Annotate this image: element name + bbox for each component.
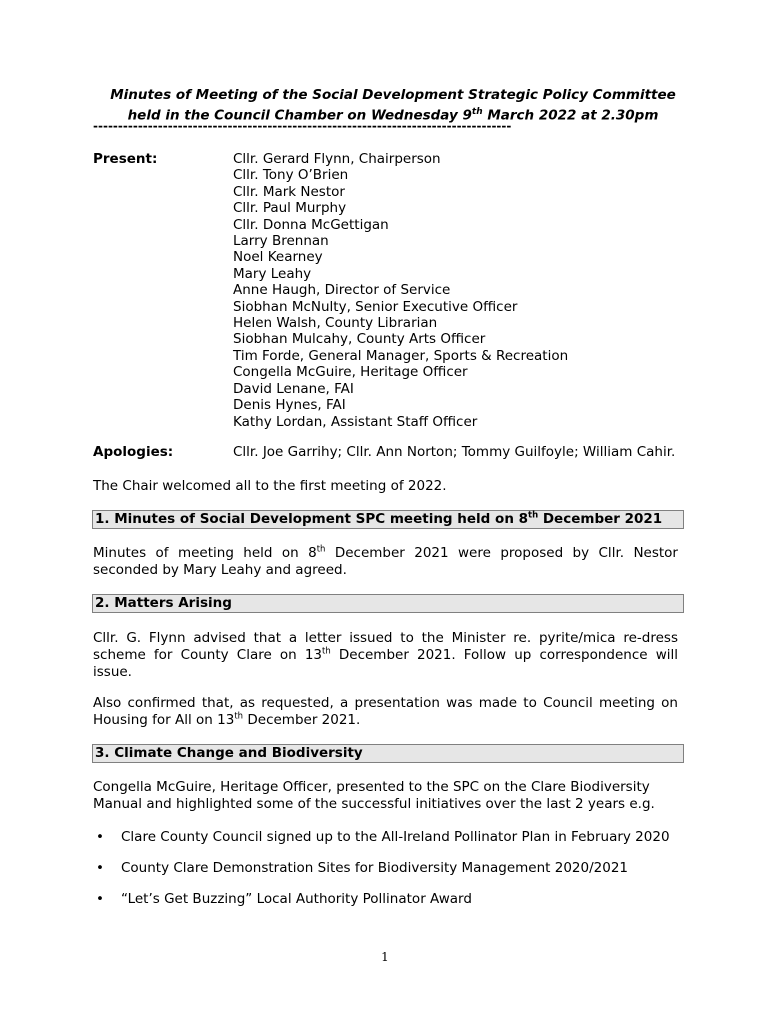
attendee: David Lenane, FAI (233, 380, 354, 397)
present-label: Present: (93, 151, 158, 167)
apologies-label: Apologies: (93, 444, 174, 460)
climate-intro: Congella McGuire, Heritage Officer, presented to the SPC on the Clare Biodiversity Manual and highlighted some of the successful initiatives over the last 2 years e.g. (93, 779, 655, 812)
attendee: Helen Walsh, County Librarian (233, 315, 438, 332)
attendee: Noel Kearney (233, 249, 323, 266)
title-line-1: Minutes of Meeting of the Social Development Strategic Policy Committee (110, 87, 676, 103)
attendee: Larry Brennan (233, 233, 329, 250)
attendee: Congella McGuire, Heritage Officer (233, 364, 468, 381)
welcome-text: The Chair welcomed all to the first meeting of 2022. (93, 478, 447, 494)
attendee: Mary Leahy (233, 265, 312, 282)
attendee: Siobhan McNulty, Senior Executive Officer (233, 298, 518, 315)
title-line-2: held in the Council Chamber on Wednesday 9th March 2022 at 2.30pm (127, 107, 659, 124)
title-separator: ------------------------------------------------------------------------------------ (93, 119, 512, 133)
page-number: 1 (381, 950, 389, 964)
attendee: Cllr. Paul Murphy (233, 200, 347, 217)
bullet-icon: • (96, 891, 104, 907)
attendee: Cllr. Donna McGettigan (233, 216, 389, 233)
section-heading-matters-arising: 2. Matters Arising (92, 594, 684, 613)
attendee: Anne Haugh, Director of Service (233, 282, 451, 299)
section-heading-minutes: 1. Minutes of Social Development SPC meeting held on 8th December 2021 (92, 510, 684, 529)
attendee: Kathy Lordan, Assistant Staff Officer (233, 413, 478, 430)
minutes-paragraph: Minutes of meeting held on 8th December 2021 were proposed by Cllr. Nestor seconded by Mary Leahy and agreed. (93, 544, 678, 578)
attendee: Cllr. Gerard Flynn, Chairperson (233, 151, 441, 167)
apologies-text: Cllr. Joe Garrihy; Cllr. Ann Norton; Tommy Guilfoyle; William Cahir. (233, 444, 676, 460)
bullet-icon: • (96, 860, 104, 876)
bullet-icon: • (96, 829, 104, 845)
matters-paragraph-2: Also confirmed that, as requested, a presentation was made to Council meeting on Housing for All on 13th December 2021. (93, 695, 678, 728)
list-item: “Let’s Get Buzzing” Local Authority Pollinator Award (121, 891, 472, 907)
attendee-list (233, 151, 568, 430)
list-item: County Clare Demonstration Sites for Biodiversity Management 2020/2021 (121, 860, 629, 876)
attendee: Cllr. Tony O’Brien (233, 167, 349, 184)
section-heading-climate: 3. Climate Change and Biodiversity (92, 744, 684, 763)
matters-paragraph-1: Cllr. G. Flynn advised that a letter issued to the Minister re. pyrite/mica re-dress scheme for County Clare on 13th December 2021. Follow up correspondence will issue. (93, 630, 678, 680)
attendee: Siobhan Mulcahy, County Arts Officer (233, 331, 486, 348)
list-item: Clare County Council signed up to the All-Ireland Pollinator Plan in February 2020 (121, 829, 670, 845)
attendee: Tim Forde, General Manager, Sports & Recreation (233, 347, 569, 364)
attendee: Cllr. Mark Nestor (233, 183, 345, 200)
attendee: Denis Hynes, FAI (233, 397, 346, 414)
